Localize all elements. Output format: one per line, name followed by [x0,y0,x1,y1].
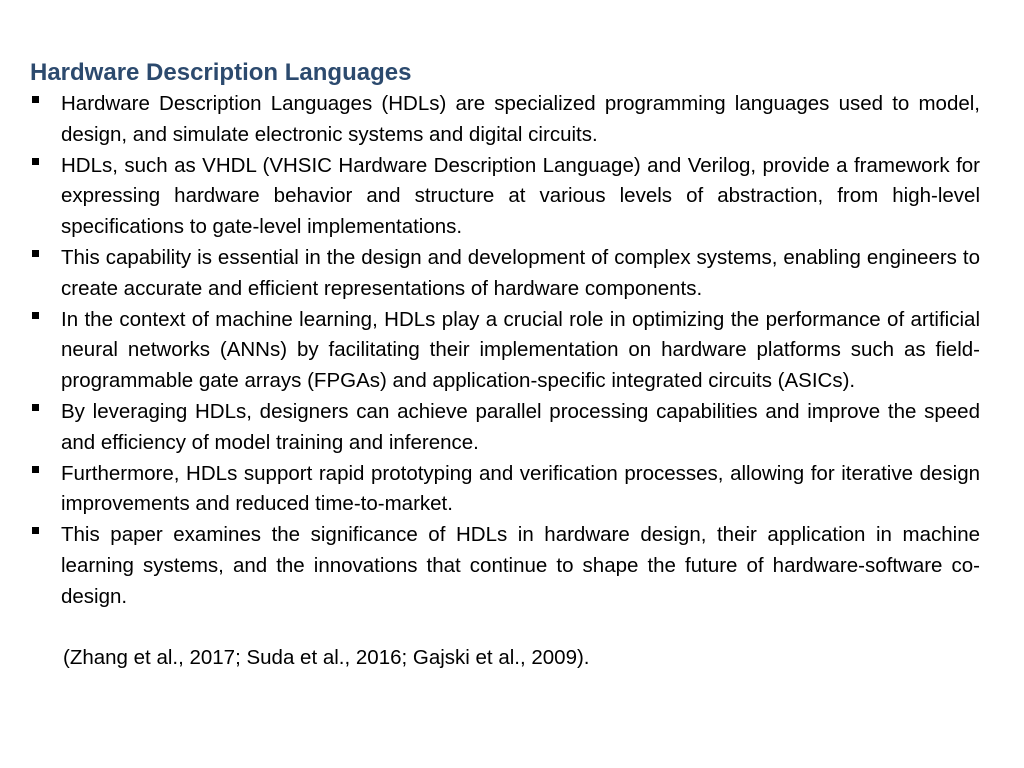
square-bullet-icon [32,312,39,319]
bullet-text: HDLs, such as VHDL (VHSIC Hardware Description Language) and Verilog, provide a framework for expressing hardware behavior and structure at various levels of abstraction, from high-level specifications to gate-level implementations. [61,153,980,239]
bullet-list [29,89,980,613]
bullet-text: Furthermore, HDLs support rapid prototyping and verification processes, allowing for iterative design improvements and reduced time-to-market. [61,461,980,516]
bullet-text: This capability is essential in the design and development of complex systems, enabling engineers to create accurate and efficient representations of hardware components. [61,245,980,300]
square-bullet-icon [32,527,39,534]
bullet-item [29,151,980,243]
square-bullet-icon [32,404,39,411]
bullet-text: Hardware Description Languages (HDLs) are specialized programming languages used to model, design, and simulate electronic systems and digital circuits. [61,92,980,146]
bullet-item [29,243,980,305]
bullet-item [29,89,980,151]
square-bullet-icon [32,466,39,473]
square-bullet-icon [32,96,39,103]
bullet-item [29,520,980,612]
bullet-text: This paper examines the significance of HDLs in hardware design, their application in machine learning systems, and the innovations that continue to shape the future of hardware-software co-design. [61,523,980,608]
bullet-text: By leveraging HDLs, designers can achieve parallel processing capabilities and improve the speed and efficiency of model training and inference. [61,399,980,454]
bullet-item [29,459,980,521]
citation: (Zhang et al., 2017; Suda et al., 2016; Gajski et al., 2009). [63,646,590,669]
slide-title: Hardware Description Languages [30,59,412,86]
square-bullet-icon [32,250,39,257]
bullet-item [29,305,980,397]
bullet-text: In the context of machine learning, HDLs play a crucial role in optimizing the performance of artificial neural networks (ANNs) by facilitating their implementation on hardware platforms such as field-programmable gate arrays (FPGAs) and application-specific integrated circuits (ASICs). [61,307,980,393]
square-bullet-icon [32,158,39,165]
bullet-item [29,397,980,459]
